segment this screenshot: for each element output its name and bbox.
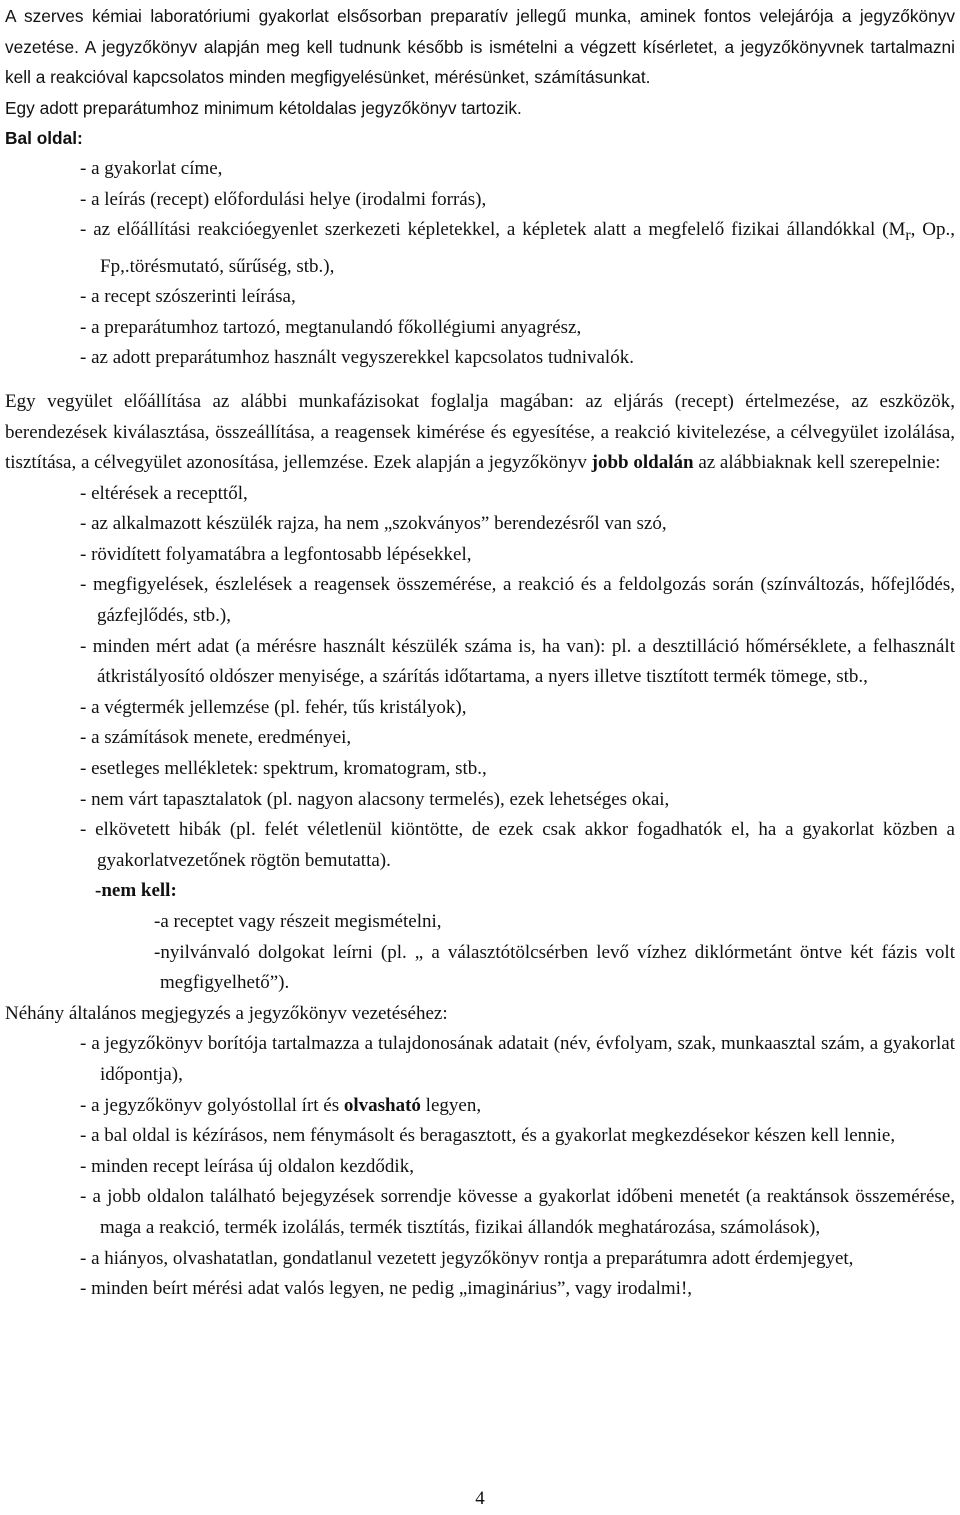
list-item: - a leírás (recept) előfordulási helye (irodalmi forrás), <box>80 188 487 210</box>
list-item: - a preparátumhoz tartozó, megtanulandó főkollégiumi anyagrész, <box>80 316 582 338</box>
paragraph-gap <box>5 374 955 387</box>
list-item: - a jobb oldalon található bejegyzések sorrendje kövesse a gyakorlat időbeni menetét (a reaktánsok összemérése, maga a reakció, termék izolálás, termék tisztítás, fizikai állandók meghatározása, számolások), <box>80 1186 955 1238</box>
list-item-tail: legyen, <box>420 1094 482 1116</box>
procedure-tail: az alábbiaknak kell szerepelnie: <box>693 452 941 474</box>
list-item: - minden recept leírása új oldalon kezdődik, <box>80 1155 414 1177</box>
list-item <box>5 215 955 282</box>
list-item-text: - a jegyzőkönyv golyóstollal írt és <box>80 1094 344 1116</box>
list-item: - minden beírt mérési adat valós legyen, ne pedig „imaginárius”, vagy irodalmi!, <box>80 1278 693 1300</box>
list-item: - a bal oldal is kézírásos, nem fénymásolt és beragasztott, és a gyakorlat megkezdésekor készen kell lennie, <box>80 1125 896 1147</box>
list-item: - eltérések a recepttől, <box>80 482 248 504</box>
procedure-paragraph <box>5 387 955 479</box>
not-needed-heading: -nem kell: <box>95 880 177 902</box>
intro-paragraph: A szerves kémiai laboratóriumi gyakorlat elsősorban preparatív jellegű munka, aminek fontos velejárója a jegyzőkönyv vezetése. A jegyzőkönyv alapján meg kell tudnunk később is ismételni a végzett kísérletet, a jegyzőkönyvnek tartalmazni kell a reakcióval kapcsolatos minden megfigyelésünket, mérésünket, számításunkat. <box>5 6 955 88</box>
subscript: r <box>905 226 911 244</box>
general-heading: Néhány általános megjegyzés a jegyzőkönyv vezetéséhez: <box>5 1002 448 1024</box>
list-item: - esetleges mellékletek: spektrum, kromatogram, stb., <box>80 758 487 780</box>
intro-note: Egy adott preparátumhoz minimum kétoldalas jegyzőkönyv tartozik. <box>5 97 522 118</box>
list-item: - a számítások menete, eredményei, <box>80 727 352 749</box>
intro-section <box>5 1 955 154</box>
list-item: - a gyakorlat címe, <box>80 157 223 179</box>
left-side-list <box>5 154 955 374</box>
list-item: - a recept szószerinti leírása, <box>80 286 296 308</box>
list-item: -a receptet vagy részeit megismételni, <box>154 911 442 933</box>
list-item-bold: olvasható <box>343 1094 421 1116</box>
not-needed-list <box>5 907 955 999</box>
left-side-heading: Bal oldal: <box>5 128 83 149</box>
list-item-text: - az előállítási reakcióegyenlet szerkezeti képletekkel, a képletek alatt a megfelelő fizikai állandókkal (M <box>80 219 906 241</box>
list-item: - megfigyelések, észlelések a reagensek összemérése, a reakció és a feldolgozás során (színváltozás, hőfejlődés, gázfejlődés, stb.), <box>80 574 955 627</box>
list-item: - elkövetett hibák (pl. felét véletlenül kiöntötte, de ezek csak akkor fogadhatók el, ha a gyakorlat közben a gyakorlatvezetőnek rögtön bemutatta). <box>80 819 955 871</box>
list-item: - nem várt tapasztalatok (pl. nagyon alacsony termelés), ezek lehetséges okai, <box>80 788 670 810</box>
list-item <box>5 1091 955 1122</box>
list-item-tail: , Op., Fp,.törésmutató, sűrűség, stb.), <box>100 219 955 277</box>
list-item: - a végtermék jellemzése (pl. fehér, tűs kristályok), <box>80 696 467 718</box>
right-side-list <box>5 479 955 877</box>
document-page <box>5 1 955 1305</box>
list-item: - a hiányos, olvashatatlan, gondatlanul vezetett jegyzőkönyv rontja a preparátumra adott érdemjegyet, <box>80 1247 854 1269</box>
procedure-text: Egy vegyület előállítása az alábbi munkafázisokat foglalja magában: az eljárás (recept) értelmezése, az eszközök, berendezések kiválasztása, összeállítása, a reagensek kimérése és egyesítése, a reakció kivitelezése, a célvegyület izolálása, tisztítása, a célvegyület azonosítása, jellemzése. Ezek alapján a jegyzőkönyv <box>5 390 955 474</box>
general-list <box>5 1029 955 1304</box>
page-number: 4 <box>475 1488 485 1509</box>
list-item: - az adott preparátumhoz használt vegyszerekkel kapcsolatos tudnivalók. <box>80 347 634 369</box>
list-item: - az alkalmazott készülék rajza, ha nem „szokványos” berendezésről van szó, <box>80 513 667 535</box>
list-item: - a jegyzőkönyv borítója tartalmazza a tulajdonosának adatait (név, évfolyam, szak, munkaasztal szám, a gyakorlat időpontja), <box>80 1033 955 1085</box>
procedure-bold: jobb oldalán <box>591 452 694 474</box>
list-item: - minden mért adat (a mérésre használt készülék száma is, ha van): pl. a desztilláció hőmérséklete, a felhasznált átkristályosító oldószer menyisége, a szárítás időtartama, a nyers illetve tisztított termék tömege, stb., <box>80 635 955 688</box>
list-item: -nyilvánvaló dolgokat leírni (pl. „ a választótölcsérben levő vízhez diklórmetánt öntve két fázis volt megfigyelhető”). <box>154 941 955 994</box>
list-item: - rövidített folyamatábra a legfontosabb lépésekkel, <box>80 543 472 565</box>
